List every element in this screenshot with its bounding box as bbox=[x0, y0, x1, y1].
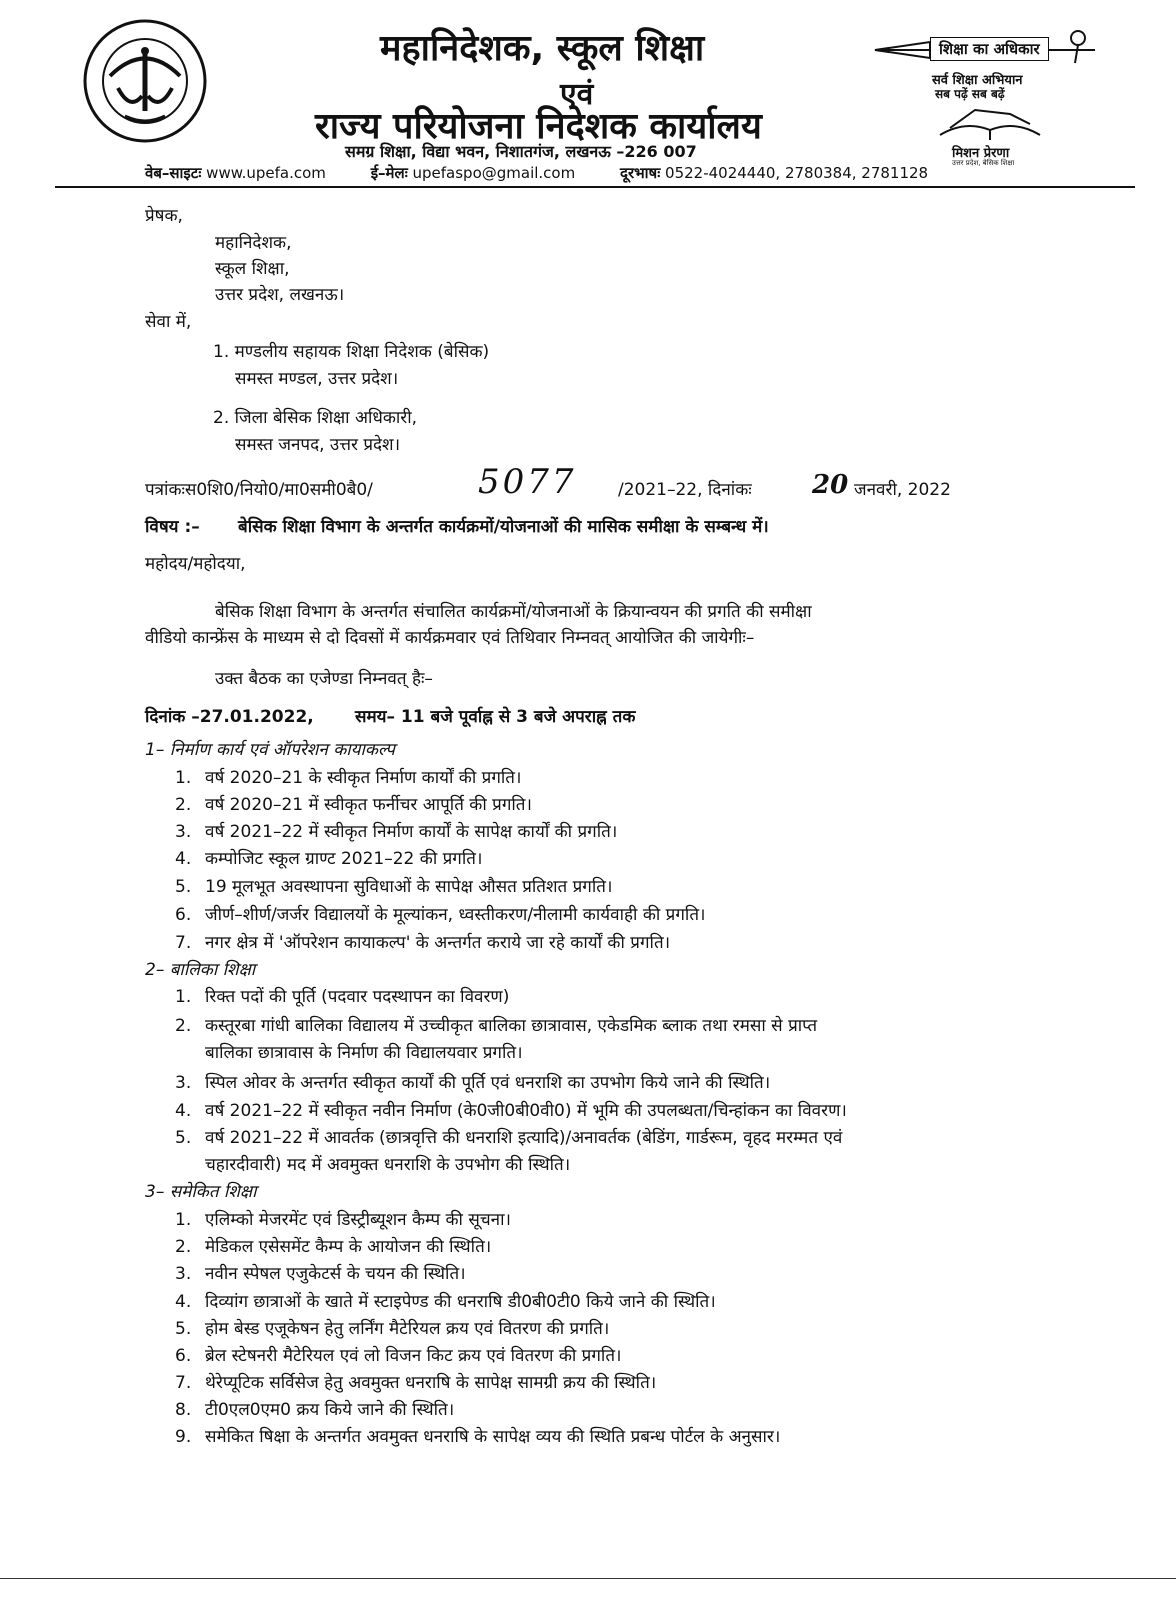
office-address: समग्र शिक्षा, विद्या भवन, निशातगंज, लखनऊ –226 007 bbox=[345, 142, 697, 161]
recipient-line: 2. जिला बेसिक शिक्षा अधिकारी, bbox=[213, 408, 418, 428]
office-title-line3: राज्य परियोजना निदेशक कार्यालय bbox=[315, 106, 762, 147]
office-title-line2: एवं bbox=[560, 77, 594, 112]
agenda-item: 4. दिव्यांग छात्राओं के खाते में स्टाइपेण्ड की धनराषि डी0बी0टी0 किये जाने की स्थिति। bbox=[175, 1292, 716, 1312]
agenda-item: 5. 19 मूलभूत अवस्थापना सुविधाओं के सापेक्ष औसत प्रतिशत प्रगति। bbox=[175, 877, 613, 897]
ssa-title: सर्व शिक्षा अभियान bbox=[932, 73, 1023, 88]
agenda-item-continuation: चहारदीवारी) मद में अवमुक्त धनराशि के उपभोग की स्थिति। bbox=[205, 1155, 571, 1175]
agenda-item: 4. वर्ष 2021–22 में स्वीकृत नवीन निर्माण (के0जी0बी0वी0) में भूमि की उपलब्धता/चिन्हांकन का विवरण। bbox=[175, 1101, 847, 1121]
subject-label: विषय :– bbox=[145, 517, 200, 537]
meeting-time: समय– 11 बजे पूर्वाह्न से 3 बजे अपराह्न तक bbox=[355, 707, 636, 727]
agenda-item: 2. मेडिकल एसेसमेंट कैम्प के आयोजन की स्थिति। bbox=[175, 1237, 492, 1257]
up-government-emblem-icon bbox=[80, 16, 210, 146]
agenda-item: 1. एलिम्को मेजरमेंट एवं डिस्ट्रीब्यूशन कैम्प की सूचना। bbox=[175, 1210, 511, 1230]
agenda-item: 7. थेरेप्यूटिक सर्विसेज हेतु अवमुक्त धनराषि के सापेक्ष सामग्री क्रय की स्थिति। bbox=[175, 1373, 657, 1393]
prerna-subtitle: उत्तर प्रदेश, बेसिक शिक्षा bbox=[952, 159, 1015, 167]
sender-label: प्रेषक, bbox=[145, 206, 183, 226]
agenda-item: 5. होम बेस्ड एजूकेषन हेतु लर्निंग मैटेरियल क्रय एवं वितरण की प्रगति। bbox=[175, 1319, 610, 1339]
section-heading: 3– समेकित शिक्षा bbox=[145, 1182, 257, 1202]
agenda-item: 9. समेकित षिक्षा के अन्तर्गत अवमुक्त धनराषि के सापेक्ष व्यय की स्थिति प्रबन्ध पोर्टल के अनुसार। bbox=[175, 1427, 781, 1447]
sender-line: महानिदेशक, bbox=[215, 233, 292, 253]
email-label: ई–मेलः bbox=[370, 164, 408, 182]
subject-text: बेसिक शिक्षा विभाग के अन्तर्गत कार्यक्रमों/योजनाओं की मासिक समीक्षा के सम्बन्ध में। bbox=[238, 517, 769, 537]
paragraph-line: वीडियो कान्फ्रेंस के माध्यम से दो दिवसों में कार्यक्रमवार एवं तिथिवार निम्नवत् आयोजित की जायेगीः– bbox=[145, 628, 755, 648]
agenda-intro: उक्त बैठक का एजेण्डा निम्नवत् हैः– bbox=[215, 669, 433, 689]
agenda-item: 5. वर्ष 2021–22 में आवर्तक (छात्रवृत्ति की धनराशि इत्यादि)/अनावर्तक (बेडिंग, गार्डरूम, वृहद मरम्मत एवं bbox=[175, 1128, 843, 1148]
website-label: वेब–साइटः bbox=[145, 164, 202, 182]
reference-number: 5077 bbox=[478, 462, 577, 502]
ssa-slogan: सब पढ़ें सब बढ़ें bbox=[935, 87, 1005, 101]
reference-day: 20 bbox=[812, 470, 849, 500]
recipient-line: समस्त मण्डल, उत्तर प्रदेश। bbox=[235, 369, 399, 389]
salutation: महोदय/महोदया, bbox=[145, 554, 246, 574]
prerna-title: मिशन प्रेरणा bbox=[952, 146, 1010, 161]
agenda-item: 2. कस्तूरबा गांधी बालिका विद्यालय में उच्चीकृत बालिका छात्रावास, एकेडमिक ब्लाक तथा रमसा से प्राप्त bbox=[175, 1016, 818, 1036]
contact-line bbox=[145, 163, 928, 183]
agenda-item: 2. वर्ष 2020–21 में स्वीकृत फर्नीचर आपूर्ति की प्रगति। bbox=[175, 795, 532, 815]
agenda-item-continuation: बालिका छात्रावास के निर्माण की विद्यालयवार प्रगति। bbox=[205, 1043, 523, 1063]
reference-prefix: पत्रांकःस0शि0/नियो0/मा0समी0बै0/ bbox=[145, 480, 373, 500]
recipients-label: सेवा में, bbox=[145, 312, 192, 332]
reference-suffix: जनवरी, 2022 bbox=[854, 480, 951, 500]
recipient-line: 1. मण्डलीय सहायक शिक्षा निदेशक (बेसिक) bbox=[213, 342, 490, 362]
phone-numbers: 0522-4024440, 2780384, 2781128 bbox=[665, 164, 929, 182]
sender-line: उत्तर प्रदेश, लखनऊ। bbox=[215, 285, 345, 305]
agenda-item: 1. रिक्त पदों की पूर्ति (पदवार पदस्थापन का विवरण) bbox=[175, 987, 510, 1007]
office-title-line1: महानिदेशक, स्कूल शिक्षा bbox=[380, 28, 705, 69]
recipient-line: समस्त जनपद, उत्तर प्रदेश। bbox=[235, 435, 401, 455]
website-link[interactable]: www.upefa.com bbox=[206, 164, 326, 182]
header-divider bbox=[55, 186, 1135, 188]
agenda-item: 1. वर्ष 2020–21 के स्वीकृत निर्माण कार्यों की प्रगति। bbox=[175, 768, 522, 788]
mission-prerna-logo-icon bbox=[930, 100, 1050, 142]
phone-label: दूरभाषः bbox=[620, 164, 661, 182]
reference-mid: /2021–22, दिनांकः bbox=[618, 480, 752, 500]
meeting-date: दिनांक –27.01.2022, bbox=[145, 707, 314, 727]
section-heading: 1– निर्माण कार्य एवं ऑपरेशन कायाकल्प bbox=[145, 740, 395, 760]
agenda-item: 8. टी0एल0एम0 क्रय किये जाने की स्थिति। bbox=[175, 1400, 455, 1420]
agenda-item: 6. जीर्ण–शीर्ण/जर्जर विद्यालयों के मूल्यांकन, ध्वस्तीकरण/नीलामी कार्यवाही की प्रगति। bbox=[175, 905, 706, 925]
sender-line: स्कूल शिक्षा, bbox=[215, 259, 290, 279]
agenda-item: 3. स्पिल ओवर के अन्तर्गत स्वीकृत कार्यों की पूर्ति एवं धनराशि का उपभोग किये जाने की स्थिति। bbox=[175, 1073, 771, 1093]
paragraph-line: बेसिक शिक्षा विभाग के अन्तर्गत संचालित कार्यक्रमों/योजनाओं के क्रियान्वयन की प्रगति की समीक्षा bbox=[215, 602, 812, 622]
agenda-item: 3. वर्ष 2021–22 में स्वीकृत निर्माण कार्यों के सापेक्ष कार्यों की प्रगति। bbox=[175, 822, 618, 842]
agenda-item: 6. ब्रेल स्टेषनरी मैटेरियल एवं लो विजन किट क्रय एवं वितरण की प्रगति। bbox=[175, 1346, 622, 1366]
agenda-item: 4. कम्पोजिट स्कूल ग्राण्ट 2021–22 की प्रगति। bbox=[175, 849, 483, 869]
rte-badge: शिक्षा का अधिकार bbox=[930, 37, 1049, 61]
page-bottom-edge bbox=[0, 1578, 1176, 1579]
agenda-item: 7. नगर क्षेत्र में 'ऑपरेशन कायाकल्प' के अन्तर्गत कराये जा रहे कार्यों की प्रगति। bbox=[175, 933, 671, 953]
email-link[interactable]: upefaspo@gmail.com bbox=[412, 164, 576, 182]
section-heading: 2– बालिका शिक्षा bbox=[145, 960, 256, 980]
agenda-item: 3. नवीन स्पेषल एजुकेटर्स के चयन की स्थिति। bbox=[175, 1264, 466, 1284]
